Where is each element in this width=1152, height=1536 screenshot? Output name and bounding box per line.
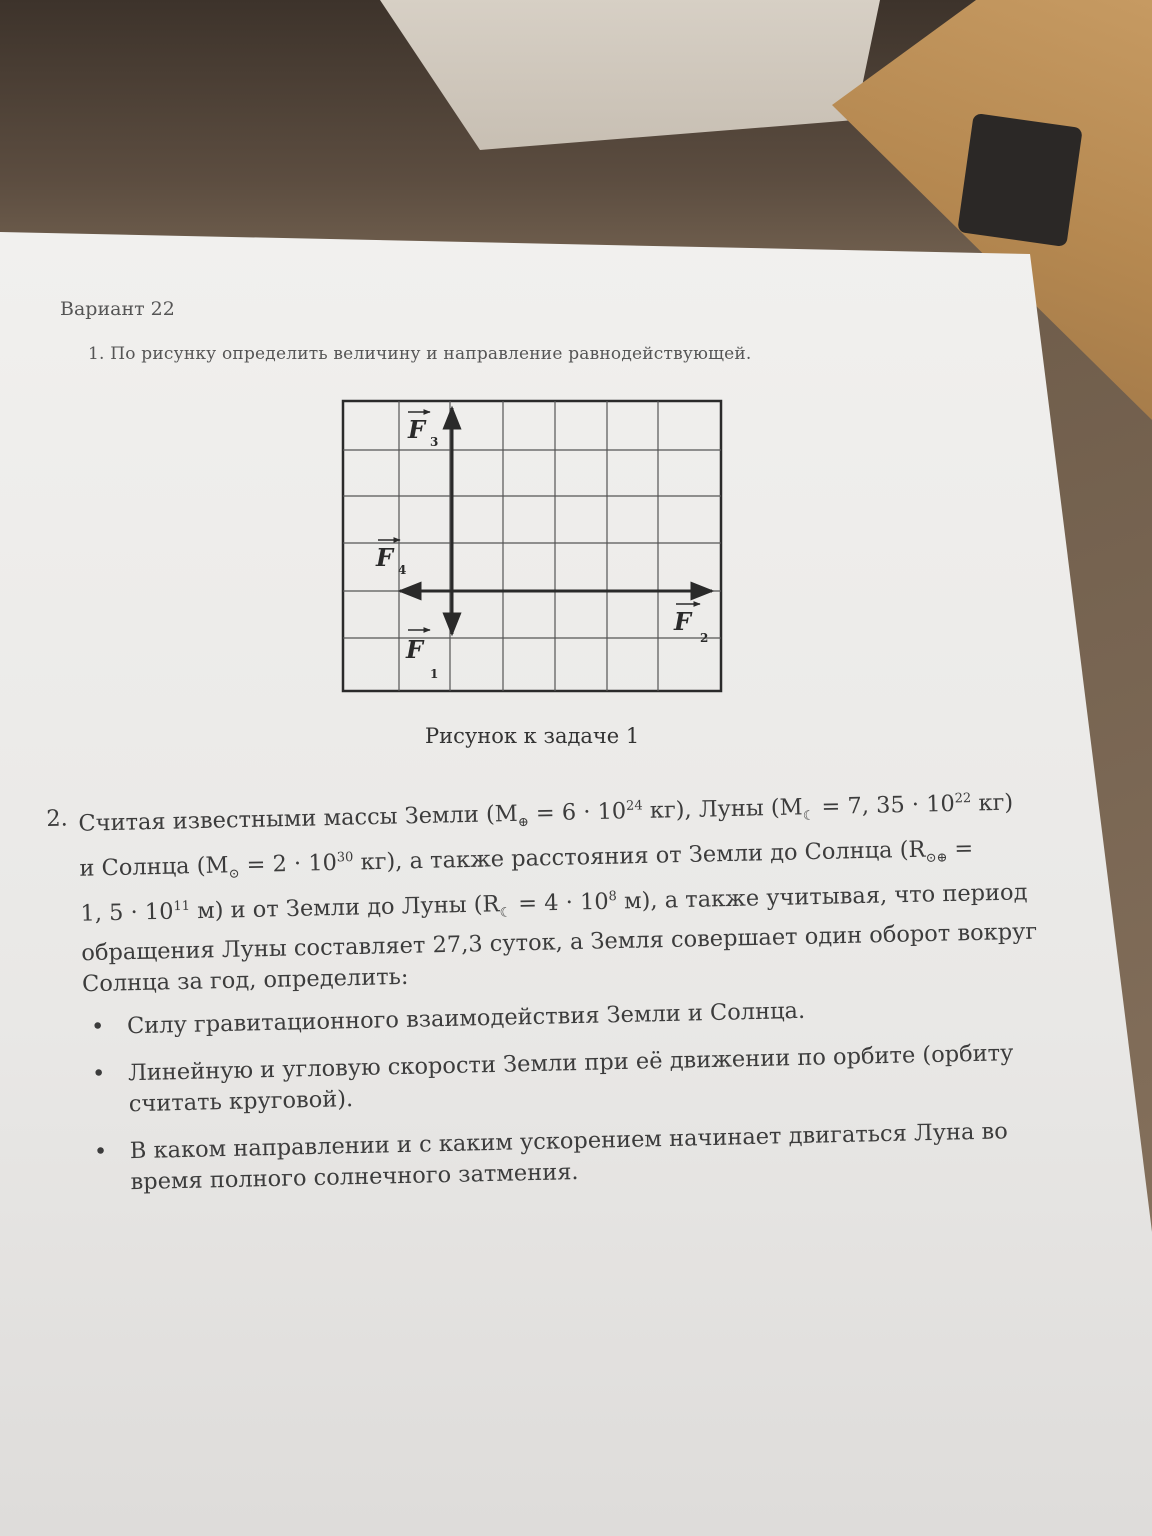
bullet: •	[90, 1013, 105, 1041]
variant-title: Вариант 22	[60, 298, 175, 320]
task-2-questions	[91, 990, 1055, 1199]
bullet: •	[91, 1060, 106, 1088]
question-item: • Линейную и угловую скорости Земли при её движении по орбите (орбиту считать круговой).	[91, 1040, 1014, 1118]
bullet: •	[93, 1138, 108, 1165]
svg-text:4: 4	[398, 563, 407, 577]
question-item: • Силу гравитационного взаимодействия Земли и Солнца.	[91, 990, 1051, 1043]
task-2-line-2: и Солнца ($M_⊙ = 2 \cdot 10^{30}$ кг), а также расстояния от Земли до Солнца ($R_{⊙\oplus}$ =	[79, 835, 974, 882]
svg-text:F: F	[674, 607, 692, 636]
svg-text:3: 3	[430, 435, 439, 449]
task-2	[46, 781, 1055, 1216]
task-2-number: 2.	[46, 805, 69, 832]
figure-caption: Рисунок к задаче 1	[425, 724, 640, 748]
svg-text:2: 2	[700, 631, 709, 645]
grid	[343, 401, 721, 691]
svg-text:F: F	[406, 635, 424, 664]
label-f4	[375, 540, 406, 577]
forces-figure	[340, 398, 725, 696]
label-f3	[407, 412, 438, 449]
svg-text:F: F	[376, 543, 394, 572]
task-2-line-4: обращения Луны составляет 27,3 суток, а Земля совершает один оборот вокруг	[81, 918, 1038, 967]
question-item: • В каком направлении и с каким ускорением начинает двигаться Луна во время полного солнечного затмения.	[93, 1118, 1009, 1196]
task-1-text: 1. По рисунку определить величину и направление равнодействующей.	[88, 344, 752, 364]
force-vectors	[400, 408, 712, 634]
task-2-body	[78, 781, 1050, 1000]
label-f2	[673, 604, 708, 645]
task-2-line-1: Считая известными массы Земли ($M_\oplus = 6 \cdot 10^{24}$ кг), Луны ($M_☾ = 7$, $35 \cdot 10^{22}$ кг)	[78, 789, 1014, 837]
task-2-line-5: Солнца за год, определить:	[81, 963, 409, 998]
svg-text:1: 1	[430, 667, 439, 681]
task-2-line-3: 1, $5 \cdot 10^{11}$ м) и от Земли до Луны ($R_☾ = 4 \cdot 10^8$ м), а также учитывая, что период	[80, 879, 1028, 927]
svg-text:F: F	[408, 415, 426, 444]
